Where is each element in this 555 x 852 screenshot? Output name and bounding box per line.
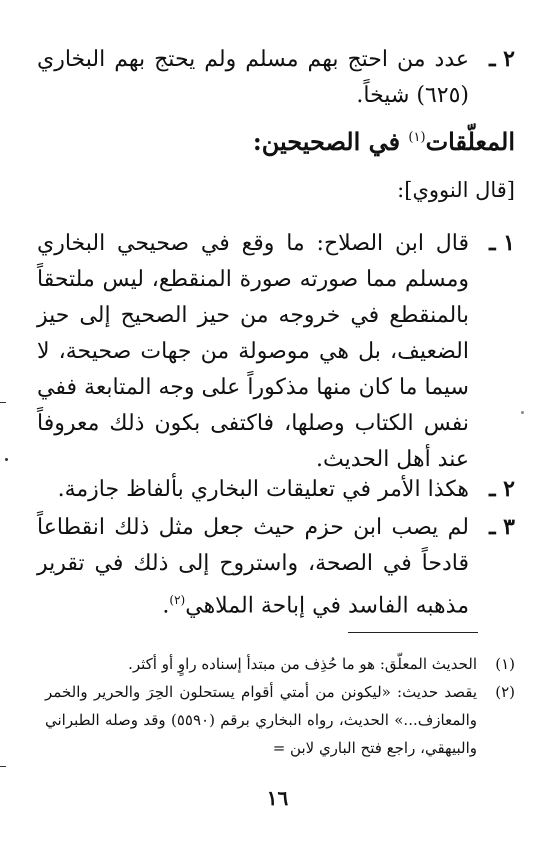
list-item (37, 226, 515, 478)
page-number: ١٦ (266, 786, 289, 810)
item-text: قال ابن الصلاح: ما وقع في صحيحي البخاري ومسلم مما صورته صورة المنقطع، ليس ملتحقاً بالمنقطع في خروجه من حيز الصحيح إلى حيز الضعيف، بل هي موصولة من جهات صحيحة، لا سيما ما كان منها مذكوراً على وجه المتابعة ففي نفس الكتاب وصلها، فاكتفى بكون ذلك معروفاً عند أهل الحديث. (37, 231, 469, 472)
footnote (45, 650, 515, 678)
footnote-divider (348, 632, 478, 633)
footnote-marker: (٢) (169, 593, 186, 607)
section-heading (253, 118, 515, 162)
scan-edge-mark (0, 766, 6, 767)
item-text: هكذا الأمر في تعليقات البخاري بألفاظ جازمة. (57, 477, 469, 502)
footnote-number: (٢) (495, 683, 515, 701)
footnote (45, 678, 515, 762)
item-number: ٢ ـ (489, 476, 515, 502)
item-text-end: . (162, 593, 170, 619)
item-number: ١ ـ (489, 230, 515, 256)
scan-dot (5, 458, 8, 461)
item-text: عدد من احتج بهم مسلم ولم يحتج بهم البخاري (٦٢٥) شيخاً. (37, 47, 469, 108)
scan-edge-mark (0, 402, 6, 403)
scan-dot (521, 411, 524, 414)
list-item (37, 510, 515, 624)
source-label: [قال النووي]: (397, 178, 515, 202)
item-text (37, 510, 469, 624)
item-number: ٣ ـ (489, 514, 515, 540)
item-number: ٢ ـ (489, 46, 515, 72)
footnote-text: الحديث المعلّق: هو ما حُذِف من مبتدأ إسناده راوٍ أو أكثر. (128, 655, 477, 673)
footnote-marker: (١) (408, 130, 426, 145)
heading-main: المعلّقات (425, 127, 515, 156)
footnote-number: (١) (495, 655, 515, 673)
item-text-body: لم يصب ابن حزم حيث جعل مثل ذلك انقطاعاً قادحاً في الصحة، واستروح إلى ذلك في تقرير مذهبه الفاسد في إباحة الملاهي (37, 515, 469, 619)
footnotes (45, 650, 515, 762)
list-item (37, 472, 515, 508)
list-item-top (37, 42, 515, 114)
heading-rest: في الصحيحين: (252, 127, 409, 156)
footnote-text: يقصد حديث: «ليكونن من أمتي أقوام يستحلون الحِرَ والحرير والخمر والمعازف...» الحديث، رواه البخاري برقم (٥٥٩٠) وقد وصله الطبراني والبيهقي، راجع فتح الباري لابن = (45, 683, 477, 757)
